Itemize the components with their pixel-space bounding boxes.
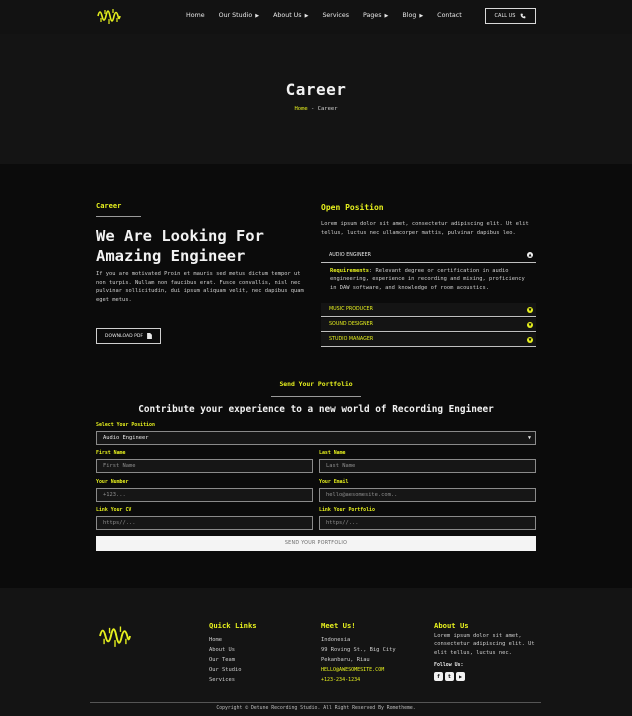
- address-line: Indonesia: [321, 637, 351, 643]
- main-nav: [186, 12, 476, 19]
- chevron-down-icon: ▼: [528, 321, 532, 327]
- footer-link-services[interactable]: Services: [209, 676, 235, 683]
- last-name-label: Last Name: [319, 450, 346, 456]
- accordion-label: STUDIO MANAGER: [329, 337, 374, 342]
- last-name-input[interactable]: Last Name: [319, 459, 536, 473]
- page-title: Career: [285, 80, 347, 99]
- footer-email-link[interactable]: HELLO@AWESOMESITE.COM: [321, 666, 385, 673]
- first-name-input[interactable]: First Name: [96, 459, 313, 473]
- nav-our-studio[interactable]: Our Studio ▶: [218, 12, 260, 19]
- accordion-music-producer[interactable]: [321, 303, 536, 317]
- requirements-label: Requirements: [330, 268, 369, 274]
- position-select-label: Select Your Position: [96, 422, 155, 428]
- breadcrumb: [0, 106, 632, 112]
- footer-link-our-team[interactable]: Our Team: [209, 656, 235, 663]
- portfolio-link-label: Link Your Portfolio: [319, 507, 375, 513]
- nav-blog[interactable]: Blog ▶: [402, 12, 424, 19]
- email-label: Your Email: [319, 479, 349, 485]
- quick-links-list: [209, 636, 241, 686]
- breadcrumb-current: Career: [317, 106, 338, 112]
- youtube-icon[interactable]: ▶: [456, 672, 465, 681]
- about-us-title: About Us: [434, 621, 469, 630]
- download-pdf-button[interactable]: [96, 328, 161, 344]
- call-us-button[interactable]: [485, 8, 536, 24]
- copyright-text: Copyright © Detune Recording Studio. All Right Reserved By Rometheme.: [216, 706, 416, 711]
- number-input[interactable]: +123...: [96, 488, 313, 502]
- chevron-down-icon: ▼: [528, 336, 532, 342]
- portfolio-divider: [271, 396, 361, 397]
- cv-link-label: Link Your CV: [96, 507, 132, 513]
- portfolio-eyebrow: Send Your Portfolio: [279, 380, 353, 388]
- sound-wave-logo-icon[interactable]: [97, 5, 121, 27]
- social-links: [434, 672, 465, 681]
- first-name-label: First Name: [96, 450, 126, 456]
- footer-link-about-us[interactable]: About Us: [209, 646, 235, 653]
- chevron-down-icon: ▼: [527, 435, 531, 441]
- footer-phone-link[interactable]: +123-234-1234: [321, 676, 361, 683]
- meet-us-title: Meet Us!: [321, 621, 356, 630]
- address-line: 99 Roving St., Big City: [321, 646, 396, 653]
- caret-right-icon: ▶: [304, 12, 309, 19]
- open-position-description: Lorem ipsum dolor sit amet, consectetur adipiscing elit. Ut elit tellus, luctus nec ullamcorper mattis, pulvinar dapibus leo.: [321, 221, 529, 236]
- caret-right-icon: ▶: [255, 12, 260, 19]
- email-input[interactable]: hello@aesomesite.com..: [319, 488, 536, 502]
- twitter-icon[interactable]: t: [445, 672, 454, 681]
- accordion-label: MUSIC PRODUCER: [329, 307, 373, 312]
- accordion-audio-engineer-body: [330, 267, 528, 292]
- sound-wave-logo-icon[interactable]: [98, 621, 132, 651]
- accordion-label: SOUND DESIGNER: [329, 322, 373, 327]
- address-line: Pekanbaru, Riau: [321, 656, 370, 663]
- send-portfolio-button[interactable]: SEND YOUR PORTFOLIO: [96, 536, 536, 551]
- breadcrumb-home-link[interactable]: Home: [294, 106, 308, 112]
- career-heading: We Are Looking For Amazing Engineer: [96, 227, 264, 265]
- footer-divider: [90, 702, 541, 703]
- site-header: [0, 0, 632, 34]
- caret-right-icon: ▶: [419, 12, 424, 19]
- quick-links-title: Quick Links: [209, 621, 257, 630]
- number-label: Your Number: [96, 479, 129, 485]
- eyebrow-divider: [96, 216, 141, 217]
- footer-link-our-studio[interactable]: Our Studio: [209, 666, 242, 673]
- accordion-studio-manager[interactable]: [321, 333, 536, 347]
- career-section: [0, 164, 632, 588]
- download-pdf-label: DOWNLOAD PDF: [104, 333, 144, 339]
- nav-services[interactable]: Services: [322, 12, 349, 19]
- facebook-icon[interactable]: f: [434, 672, 443, 681]
- career-eyebrow: Career: [96, 202, 122, 210]
- about-us-text: Lorem ipsum dolor sit amet, consectetur adipiscing elit. Ut elit tellus, luctus nec.: [434, 633, 535, 656]
- file-icon: [147, 333, 152, 339]
- requirements-text: : Relevant degree or certification in audio engineering, experience in recording and mixing, proficiency in DAW software, and knowledge of room acoustics.: [330, 268, 525, 291]
- page-hero: [0, 34, 632, 164]
- call-us-label: CALL US: [494, 13, 516, 19]
- position-select[interactable]: [96, 431, 536, 445]
- nav-about-us[interactable]: About Us ▶: [273, 12, 309, 19]
- footer-link-home[interactable]: Home: [209, 637, 222, 643]
- open-position-title: Open Position: [321, 203, 384, 212]
- site-footer: [0, 588, 632, 716]
- accordion-sound-designer[interactable]: [321, 318, 536, 332]
- cv-link-input[interactable]: https//...: [96, 516, 313, 530]
- nav-contact[interactable]: Contact: [437, 12, 462, 19]
- accordion-audio-engineer[interactable]: [321, 248, 536, 263]
- nav-pages[interactable]: Pages ▶: [363, 12, 389, 19]
- meet-us-address: [321, 636, 396, 684]
- chevron-down-icon: ▼: [528, 306, 532, 312]
- breadcrumb-separator: -: [307, 106, 318, 112]
- position-select-value: Audio Engineer: [103, 435, 149, 441]
- chevron-up-icon: ▲: [528, 252, 532, 257]
- phone-icon: [520, 13, 526, 19]
- caret-right-icon: ▶: [384, 12, 389, 19]
- career-intro: If you are motivated Proin et mauris sed metus dictum tempor ut non turpis. Nullam non faucibus erat. Fusce convallis, nisl nec pulvinar sollicitudin, dui ipsum aliquam velit, nec dapibus quam eget metus.: [96, 271, 304, 303]
- portfolio-link-input[interactable]: https//...: [319, 516, 536, 530]
- accordion-label: AUDIO ENGINEER: [329, 252, 371, 258]
- portfolio-heading: Contribute your experience to a new world of Recording Engineer: [138, 404, 494, 415]
- follow-us-label: Follow Us:: [434, 662, 464, 668]
- nav-home[interactable]: Home: [186, 12, 205, 19]
